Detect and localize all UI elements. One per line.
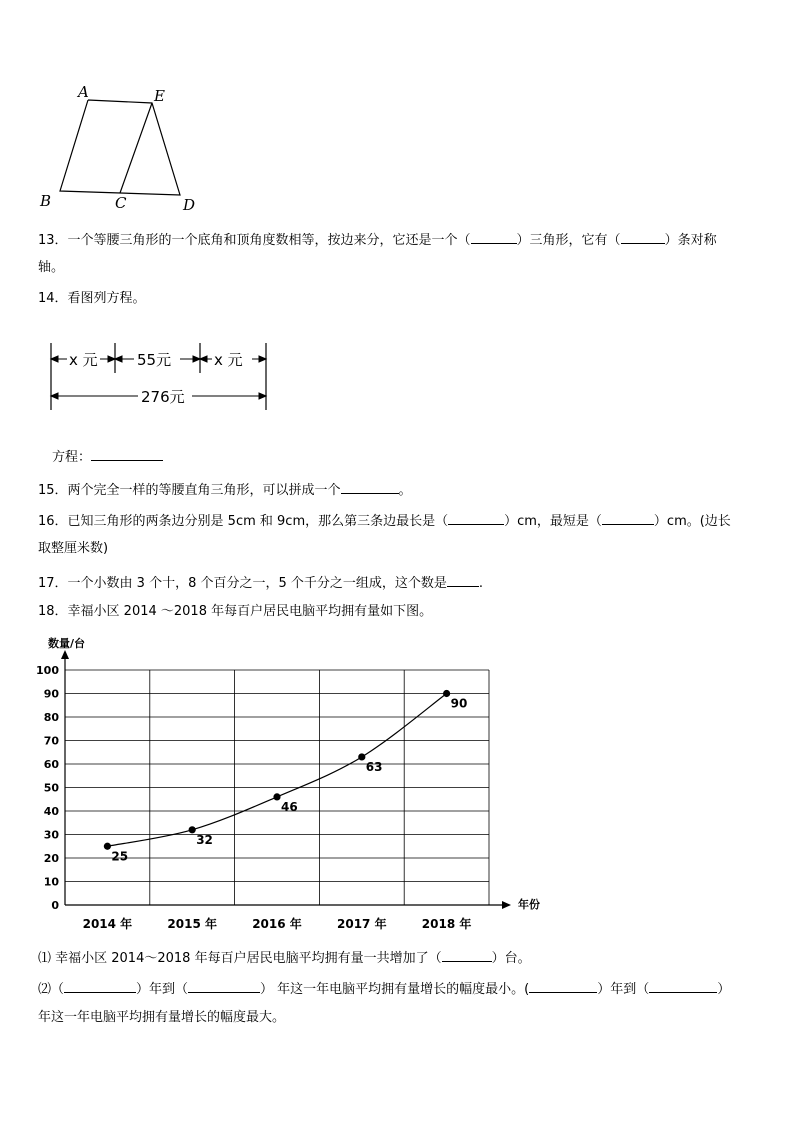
y-tick-label: 10 [43,875,59,889]
trapezoid-figure [30,80,210,215]
y-tick-label: 70 [43,734,59,748]
seg-label-x-right: x 元 [214,351,243,369]
q16-text-2: ）cm，最短是（ [504,514,602,529]
data-point [358,753,365,760]
data-point [273,793,280,800]
q18-2-text-1: ⑵（ [38,982,65,997]
data-label: 32 [196,832,213,847]
q18-2-text-2: ）年到（ [136,982,189,997]
question-18-1 [38,947,531,968]
question-14: 14．看图列方程。 [38,291,146,306]
q18-2-text-5: ） [717,982,731,997]
chart-y-axis-label: 数量/台 [48,637,86,650]
q16-text-1: 16．已知三角形的两条边分别是 5cm 和 9cm，那么第三条边最长是（ [38,514,449,529]
question-18-2 [38,978,730,999]
x-tick-label: 2017 年 [337,917,387,931]
question-18: 18．幸福小区 2014 ～2018 年每百户居民电脑平均拥有量如下图。 [38,604,433,619]
line-chart [0,630,560,940]
q15-text-2: 。 [398,483,412,498]
y-tick-label: 100 [36,664,59,677]
data-label: 25 [111,849,129,864]
y-tick-label: 60 [43,758,59,771]
x-axis-arrow [502,901,511,909]
q17-text-2: . [478,576,484,591]
x-tick-label: 2015 年 [167,917,217,931]
q18-2-blank-1[interactable] [64,978,136,993]
data-point [443,690,450,697]
data-label: 46 [281,799,298,814]
chart-grid [65,670,489,905]
equation-segment-diagram [40,335,280,415]
question-13-line2: 轴。 [38,260,65,275]
q17-text-1: 17．一个小数由 3 个十，8 个百分之一，5 个千分之一组成，这个数是 [38,576,447,591]
equation-label: 方程： [52,450,92,465]
question-13 [38,229,717,250]
seg-label-x-left: x 元 [69,351,98,369]
q16-blank-1[interactable] [448,510,504,525]
q18-1-blank[interactable] [442,947,492,962]
x-tick-label: 2018 年 [421,917,472,931]
chart-x-axis-label: 年份 [518,898,540,911]
q18-2-text-4: ）年到（ [597,982,650,997]
q13-blank-2[interactable] [621,229,665,244]
y-tick-label: 50 [43,781,59,795]
q13-text-3: ）条对称 [664,233,717,248]
q18-1-text-2: ）台。 [491,951,531,966]
chart-axes [61,650,511,909]
y-tick-label: 80 [43,711,59,724]
q18-2-blank-2[interactable] [188,978,260,993]
y-tick-label: 30 [43,828,59,842]
q18-2-blank-3[interactable] [529,978,597,993]
question-18-2-line2: 年这一年电脑平均拥有量增长的幅度最大。 [38,1010,286,1025]
series-line [107,694,446,847]
x-tick-label: 2016 年 [252,917,302,931]
y-tick-label: 40 [43,805,59,818]
seg-label-total: 276元 [141,388,185,406]
y-tick-label: 0 [51,899,59,912]
equation-blank[interactable] [91,446,163,461]
equation-line [52,446,163,467]
chart-ticks [36,664,471,931]
q15-blank[interactable] [341,479,399,494]
question-15 [38,479,412,500]
label-b: B [40,192,52,210]
q13-text-1: 13．一个等腰三角形的一个底角和顶角度数相等，按边来分，它还是一个（ [38,233,471,248]
q15-text-1: 15．两个完全一样的等腰直角三角形，可以拼成一个 [38,483,341,498]
question-17 [38,572,483,593]
question-16-line2: 取整厘米数) [38,541,109,556]
q17-blank[interactable] [447,572,479,587]
y-axis-arrow [61,650,69,659]
data-label: 90 [450,696,468,711]
q13-text-2: ）三角形，它有（ [516,233,621,248]
label-c: C [115,194,127,212]
data-point [104,843,111,850]
y-tick-label: 90 [43,687,59,701]
y-tick-label: 20 [43,852,59,865]
q18-2-text-3: ） 年这一年电脑平均拥有量增长的幅度最小。( [260,982,530,997]
label-d: D [183,196,196,214]
label-e: E [154,87,165,105]
data-point [189,826,196,833]
q13-blank-1[interactable] [471,229,517,244]
data-label: 63 [365,759,383,774]
question-16 [38,510,731,531]
seg-label-55: 55元 [137,351,172,369]
q18-1-text-1: ⑴ 幸福小区 2014～2018 年每百户居民电脑平均拥有量一共增加了（ [38,951,442,966]
x-tick-label: 2014 年 [82,917,133,931]
q16-blank-2[interactable] [602,510,654,525]
q18-2-blank-4[interactable] [649,978,717,993]
label-a: A [78,83,89,101]
chart-series [104,690,468,863]
q16-text-3: ）cm。(边长 [653,514,731,529]
